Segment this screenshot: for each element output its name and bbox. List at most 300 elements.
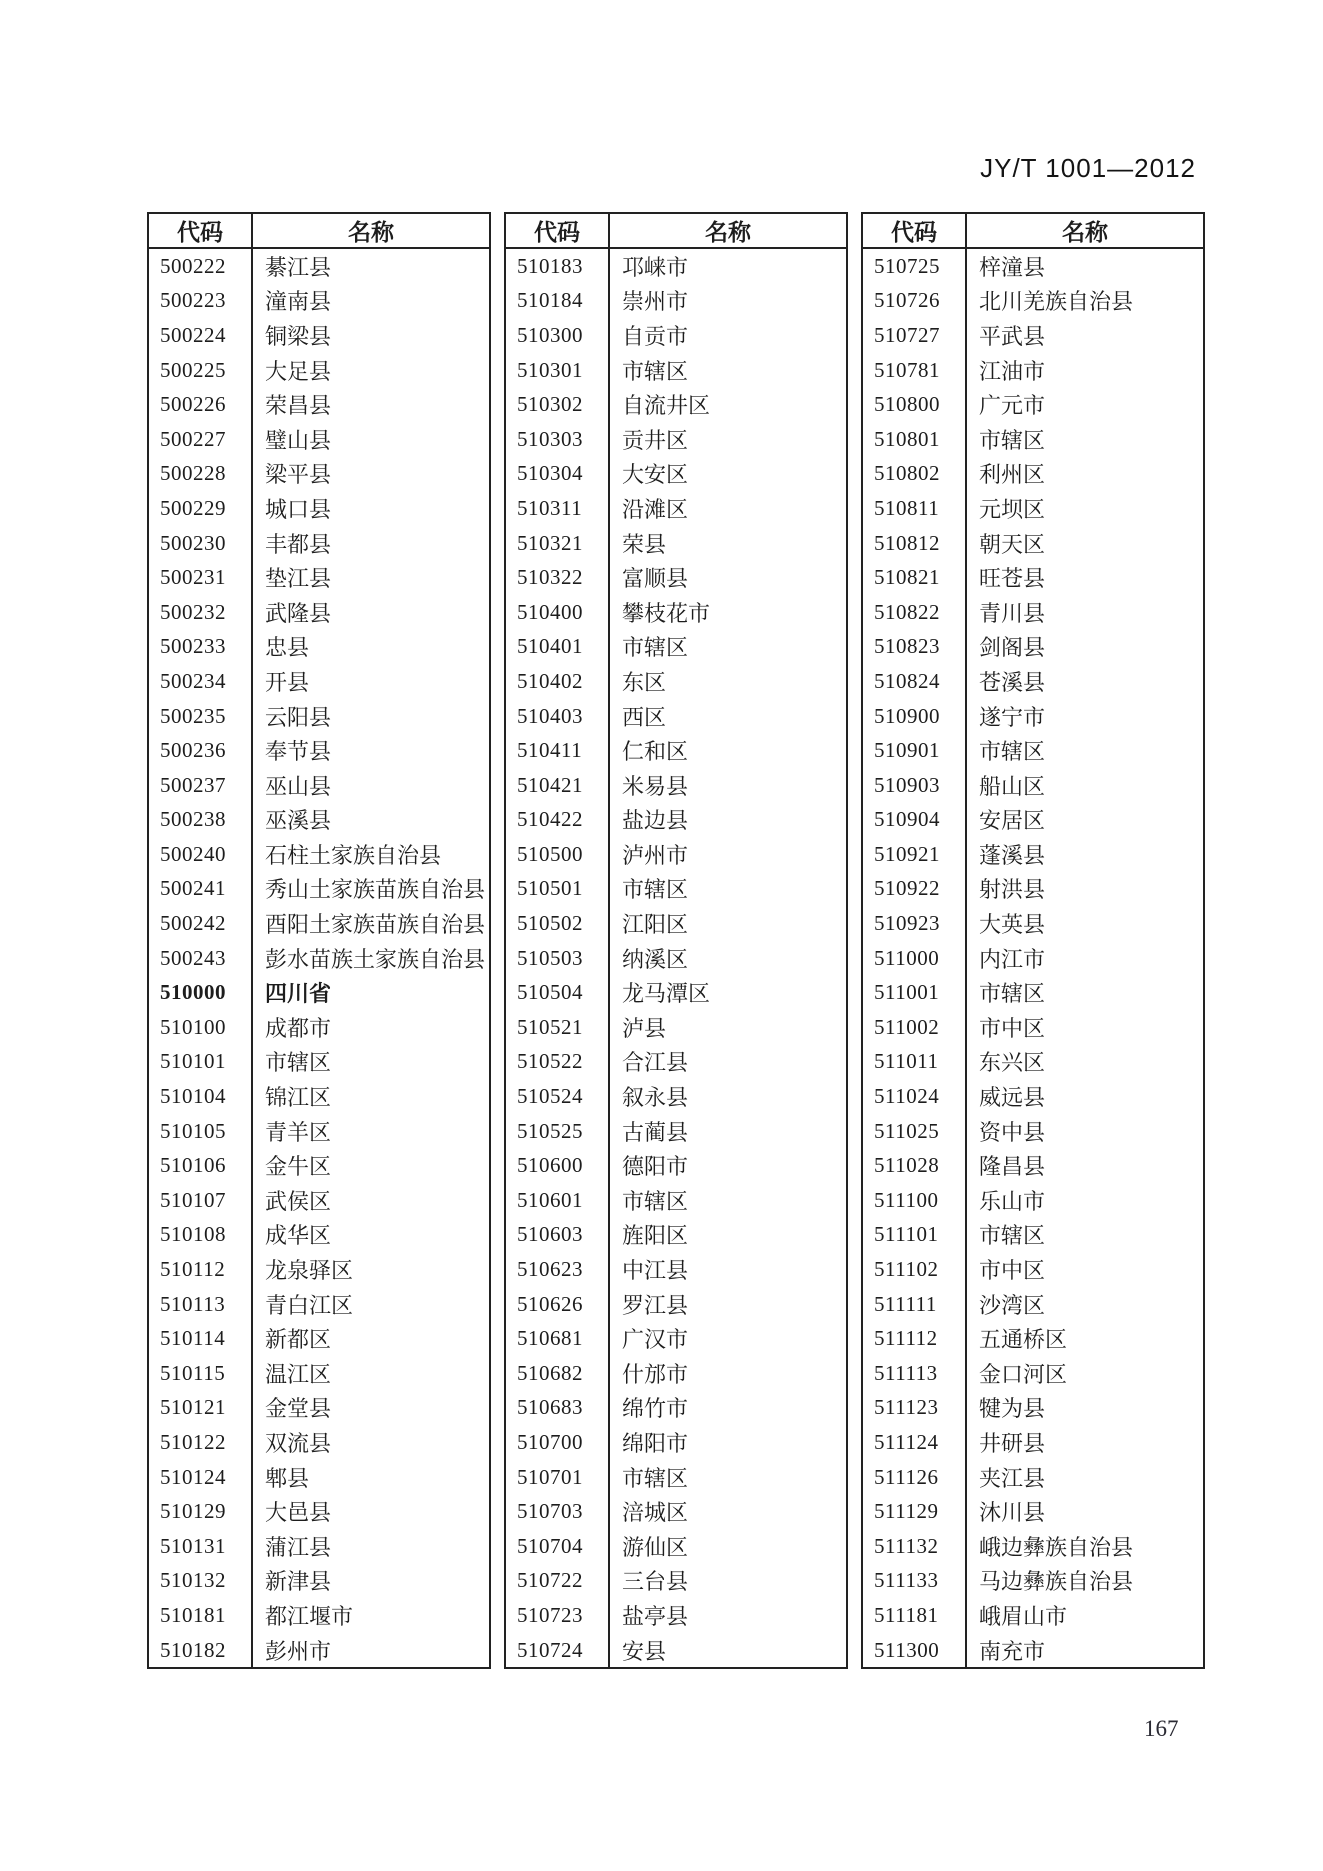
name-cell: 市辖区	[979, 739, 1046, 765]
name-cell: 仁和区	[622, 739, 689, 765]
code-cell: 510824	[862, 664, 966, 699]
column-header-name: 名称	[252, 213, 490, 248]
code-cell: 511025	[862, 1114, 966, 1149]
table-row	[148, 872, 490, 907]
name-cell: 涪城区	[622, 1500, 689, 1526]
table-row	[505, 1079, 847, 1114]
name-cell: 什邡市	[622, 1361, 689, 1387]
document-standard-number: JY/T 1001—2012	[980, 153, 1196, 183]
table-row	[505, 353, 847, 388]
table-row	[505, 491, 847, 526]
table-row	[148, 1148, 490, 1183]
name-cell: 龙泉驿区	[265, 1258, 354, 1284]
table-row	[148, 353, 490, 388]
table-row	[862, 1045, 1204, 1080]
name-cell: 成都市	[265, 1015, 332, 1041]
name-cell: 綦江县	[265, 254, 332, 280]
name-cell: 大邑县	[265, 1500, 332, 1526]
code-cell: 500243	[148, 941, 252, 976]
table-row	[148, 1010, 490, 1045]
code-cell: 510600	[505, 1148, 609, 1183]
name-cell: 射洪县	[979, 877, 1046, 903]
code-cell: 510683	[505, 1391, 609, 1426]
name-cell: 剑阁县	[979, 635, 1046, 661]
code-cell: 510105	[148, 1114, 252, 1149]
table-row	[148, 491, 490, 526]
code-cell: 500242	[148, 906, 252, 941]
table-row	[862, 664, 1204, 699]
table-row	[505, 1287, 847, 1322]
name-cell: 自流井区	[622, 393, 711, 419]
code-cell: 510504	[505, 975, 609, 1010]
table-row	[148, 768, 490, 803]
name-cell: 安县	[622, 1638, 667, 1664]
table-row	[862, 1564, 1204, 1599]
name-cell: 秀山土家族苗族自治县	[265, 877, 486, 903]
name-cell: 峨边彝族自治县	[979, 1534, 1134, 1560]
code-cell: 510727	[862, 318, 966, 353]
name-cell: 大安区	[622, 462, 689, 488]
code-cell: 510781	[862, 353, 966, 388]
table-row	[862, 733, 1204, 768]
table-row	[862, 422, 1204, 457]
code-cell: 511129	[862, 1494, 966, 1529]
name-cell: 泸县	[622, 1015, 667, 1041]
code-cell: 510501	[505, 872, 609, 907]
table-row	[862, 1529, 1204, 1564]
table-row	[505, 284, 847, 319]
table-row	[505, 630, 847, 665]
table-row	[862, 837, 1204, 872]
table-row	[148, 1287, 490, 1322]
code-cell: 500230	[148, 526, 252, 561]
code-cell: 510821	[862, 560, 966, 595]
table-row	[148, 1460, 490, 1495]
code-cell: 510304	[505, 457, 609, 492]
table-row	[148, 1564, 490, 1599]
code-cell: 510700	[505, 1425, 609, 1460]
code-cell: 510121	[148, 1391, 252, 1426]
code-cell: 510101	[148, 1045, 252, 1080]
table-row	[505, 422, 847, 457]
code-cell: 510626	[505, 1287, 609, 1322]
name-cell: 北川羌族自治县	[979, 289, 1134, 315]
code-cell: 511113	[862, 1356, 966, 1391]
table-row	[148, 803, 490, 838]
name-cell: 沿滩区	[622, 496, 689, 522]
name-cell: 新都区	[265, 1327, 332, 1353]
code-cell: 500238	[148, 803, 252, 838]
table-row	[862, 906, 1204, 941]
table-row	[862, 1287, 1204, 1322]
code-cell: 511024	[862, 1079, 966, 1114]
name-cell: 德阳市	[622, 1154, 689, 1180]
table-row	[148, 1356, 490, 1391]
name-cell: 璧山县	[265, 427, 332, 453]
name-cell: 游仙区	[622, 1534, 689, 1560]
name-cell: 郫县	[265, 1465, 310, 1491]
code-cell: 500223	[148, 284, 252, 319]
name-cell: 遂宁市	[979, 704, 1046, 730]
table-row	[862, 1598, 1204, 1633]
code-cell: 510129	[148, 1494, 252, 1529]
table-row	[862, 1425, 1204, 1460]
code-cell: 510812	[862, 526, 966, 561]
table-row	[862, 941, 1204, 976]
code-cell: 500233	[148, 630, 252, 665]
name-cell: 武隆县	[265, 600, 332, 626]
table-row	[862, 387, 1204, 422]
table-row	[505, 872, 847, 907]
name-cell: 内江市	[979, 946, 1046, 972]
name-cell: 双流县	[265, 1430, 332, 1456]
name-cell: 西区	[622, 704, 667, 730]
table-row	[148, 906, 490, 941]
table-row	[505, 1425, 847, 1460]
table-header-row	[862, 213, 1204, 248]
name-cell: 江油市	[979, 358, 1046, 384]
table-row	[862, 353, 1204, 388]
table-row	[862, 768, 1204, 803]
table-row	[505, 1391, 847, 1426]
table-row	[505, 664, 847, 699]
table-row	[148, 1529, 490, 1564]
code-cell: 510303	[505, 422, 609, 457]
code-cell: 510183	[505, 248, 609, 284]
code-cell: 510108	[148, 1218, 252, 1253]
table-row	[862, 491, 1204, 526]
table-header-row	[148, 213, 490, 248]
code-cell: 510724	[505, 1633, 609, 1669]
code-cell: 511001	[862, 975, 966, 1010]
name-cell: 犍为县	[979, 1396, 1046, 1422]
table-row	[148, 560, 490, 595]
column-header-code: 代码	[862, 213, 966, 248]
table-row	[505, 1045, 847, 1080]
name-cell: 城口县	[265, 496, 332, 522]
name-cell: 蒲江县	[265, 1534, 332, 1560]
code-table-2	[504, 212, 848, 1669]
table-row	[505, 1252, 847, 1287]
code-cell: 511124	[862, 1425, 966, 1460]
code-cell: 510923	[862, 906, 966, 941]
table-row	[862, 1391, 1204, 1426]
table-row	[505, 768, 847, 803]
table-row	[148, 1633, 490, 1669]
name-cell: 绵阳市	[622, 1430, 689, 1456]
code-cell: 510704	[505, 1529, 609, 1564]
table-row	[505, 1356, 847, 1391]
table-row	[505, 560, 847, 595]
table-row	[505, 1148, 847, 1183]
code-cell: 510115	[148, 1356, 252, 1391]
table-row	[148, 941, 490, 976]
name-cell: 崇州市	[622, 289, 689, 315]
code-cell: 510411	[505, 733, 609, 768]
name-cell: 市辖区	[979, 981, 1046, 1007]
code-cell: 510301	[505, 353, 609, 388]
code-cell: 500227	[148, 422, 252, 457]
code-cell: 510922	[862, 872, 966, 907]
table-row	[148, 387, 490, 422]
code-cell: 510811	[862, 491, 966, 526]
name-cell: 攀枝花市	[622, 600, 711, 626]
name-cell: 市辖区	[979, 1223, 1046, 1249]
code-cell: 511111	[862, 1287, 966, 1322]
name-cell: 新津县	[265, 1569, 332, 1595]
table-row	[862, 1321, 1204, 1356]
code-cell: 510726	[862, 284, 966, 319]
code-cell: 510521	[505, 1010, 609, 1045]
name-cell: 隆昌县	[979, 1154, 1046, 1180]
table-row	[505, 595, 847, 630]
code-cell: 510300	[505, 318, 609, 353]
code-cell: 510100	[148, 1010, 252, 1045]
name-cell: 梓潼县	[979, 254, 1046, 280]
table-row	[505, 837, 847, 872]
code-cell: 510682	[505, 1356, 609, 1391]
code-cell: 511011	[862, 1045, 966, 1080]
name-cell: 盐边县	[622, 808, 689, 834]
table-row	[505, 1321, 847, 1356]
table-row	[148, 422, 490, 457]
table-row	[148, 1218, 490, 1253]
code-cell: 510311	[505, 491, 609, 526]
table-row	[505, 457, 847, 492]
name-cell: 酉阳土家族苗族自治县	[265, 912, 486, 938]
name-cell: 温江区	[265, 1361, 332, 1387]
table-row	[862, 1114, 1204, 1149]
code-cell: 510603	[505, 1218, 609, 1253]
name-cell: 马边彝族自治县	[979, 1569, 1134, 1595]
code-cell: 510107	[148, 1183, 252, 1218]
table-row	[862, 284, 1204, 319]
name-cell: 泸州市	[622, 842, 689, 868]
name-cell: 邛崃市	[622, 254, 689, 280]
name-cell: 船山区	[979, 773, 1046, 799]
name-cell: 锦江区	[265, 1085, 332, 1111]
code-cell: 510500	[505, 837, 609, 872]
table-row	[505, 318, 847, 353]
table-row	[862, 1460, 1204, 1495]
code-cell: 510104	[148, 1079, 252, 1114]
code-cell: 500231	[148, 560, 252, 595]
code-cell: 511123	[862, 1391, 966, 1426]
code-cell: 510302	[505, 387, 609, 422]
code-cell: 500237	[148, 768, 252, 803]
name-cell: 金口河区	[979, 1361, 1068, 1387]
column-header-name: 名称	[609, 213, 847, 248]
name-cell: 市辖区	[622, 877, 689, 903]
name-cell: 金堂县	[265, 1396, 332, 1422]
code-cell: 511102	[862, 1252, 966, 1287]
table-row	[862, 595, 1204, 630]
table-row	[148, 526, 490, 561]
code-cell: 500222	[148, 248, 252, 284]
code-cell: 510113	[148, 1287, 252, 1322]
name-cell: 五通桥区	[979, 1327, 1068, 1353]
table-row	[862, 1183, 1204, 1218]
code-cell: 510181	[148, 1598, 252, 1633]
code-cell: 510703	[505, 1494, 609, 1529]
code-cell: 510403	[505, 699, 609, 734]
code-cell: 500229	[148, 491, 252, 526]
code-cell: 511000	[862, 941, 966, 976]
code-cell: 510402	[505, 664, 609, 699]
code-cell: 510321	[505, 526, 609, 561]
name-cell: 武侯区	[265, 1188, 332, 1214]
table-row	[148, 733, 490, 768]
code-cell: 500232	[148, 595, 252, 630]
code-cell: 511112	[862, 1321, 966, 1356]
code-cell: 510623	[505, 1252, 609, 1287]
name-cell: 蓬溪县	[979, 842, 1046, 868]
code-cell: 511100	[862, 1183, 966, 1218]
name-cell: 朝天区	[979, 531, 1046, 557]
code-cell: 510800	[862, 387, 966, 422]
code-cell: 510124	[148, 1460, 252, 1495]
table-row	[862, 1356, 1204, 1391]
name-cell: 铜梁县	[265, 323, 332, 349]
code-cell: 511132	[862, 1529, 966, 1564]
table-row	[148, 457, 490, 492]
name-cell: 东兴区	[979, 1050, 1046, 1076]
code-cell: 510401	[505, 630, 609, 665]
name-cell: 市辖区	[265, 1050, 332, 1076]
code-cell: 500241	[148, 872, 252, 907]
table-row	[862, 975, 1204, 1010]
code-cell: 510723	[505, 1598, 609, 1633]
table-row	[505, 733, 847, 768]
code-cell: 511101	[862, 1218, 966, 1253]
table-row	[505, 699, 847, 734]
name-cell: 开县	[265, 669, 310, 695]
table-row	[148, 1252, 490, 1287]
table-row	[505, 1183, 847, 1218]
table-row	[862, 699, 1204, 734]
table-row	[505, 1529, 847, 1564]
code-cell: 510802	[862, 457, 966, 492]
name-cell: 安居区	[979, 808, 1046, 834]
name-cell: 潼南县	[265, 289, 332, 315]
code-cell: 510132	[148, 1564, 252, 1599]
code-cell: 510903	[862, 768, 966, 803]
table-header-row	[505, 213, 847, 248]
code-cell: 510725	[862, 248, 966, 284]
name-cell: 米易县	[622, 773, 689, 799]
table-row	[505, 1598, 847, 1633]
name-cell: 巫山县	[265, 773, 332, 799]
table-row	[862, 1494, 1204, 1529]
table-row	[148, 1183, 490, 1218]
code-cell: 510421	[505, 768, 609, 803]
table-row	[148, 1425, 490, 1460]
code-cell: 510503	[505, 941, 609, 976]
code-cell: 500240	[148, 837, 252, 872]
code-cell: 500236	[148, 733, 252, 768]
name-cell: 合江县	[622, 1050, 689, 1076]
page-number: 167	[1144, 1716, 1179, 1741]
table-row	[862, 1218, 1204, 1253]
name-cell: 江阳区	[622, 912, 689, 938]
name-cell: 市辖区	[622, 1465, 689, 1491]
name-cell: 盐亭县	[622, 1603, 689, 1629]
name-cell: 沐川县	[979, 1500, 1046, 1526]
name-cell: 元坝区	[979, 496, 1046, 522]
code-cell: 511181	[862, 1598, 966, 1633]
code-cell: 510900	[862, 699, 966, 734]
name-cell: 沙湾区	[979, 1292, 1046, 1318]
name-cell: 都江堰市	[265, 1603, 354, 1629]
table-row	[862, 1079, 1204, 1114]
code-cell: 500235	[148, 699, 252, 734]
name-cell: 奉节县	[265, 739, 332, 765]
table-row	[148, 975, 490, 1010]
code-cell: 500234	[148, 664, 252, 699]
code-cell: 510681	[505, 1321, 609, 1356]
table-row	[505, 1564, 847, 1599]
code-cell: 510184	[505, 284, 609, 319]
code-cell: 510822	[862, 595, 966, 630]
code-cell: 510701	[505, 1460, 609, 1495]
name-cell: 自贡市	[622, 323, 689, 349]
name-cell: 四川省	[265, 981, 332, 1007]
name-cell: 市辖区	[622, 635, 689, 661]
code-cell: 511133	[862, 1564, 966, 1599]
table-row	[862, 803, 1204, 838]
code-cell: 500225	[148, 353, 252, 388]
code-cell: 510112	[148, 1252, 252, 1287]
table-row	[862, 1252, 1204, 1287]
column-header-name: 名称	[966, 213, 1204, 248]
name-cell: 彭水苗族土家族自治县	[265, 946, 486, 972]
table-row	[505, 1218, 847, 1253]
name-cell: 叙永县	[622, 1085, 689, 1111]
table-row	[862, 560, 1204, 595]
name-cell: 纳溪区	[622, 946, 689, 972]
name-cell: 市中区	[979, 1258, 1046, 1284]
name-cell: 云阳县	[265, 704, 332, 730]
name-cell: 井研县	[979, 1430, 1046, 1456]
table-row	[148, 284, 490, 319]
name-cell: 广元市	[979, 393, 1046, 419]
table-row	[862, 526, 1204, 561]
name-cell: 荣县	[622, 531, 667, 557]
name-cell: 大英县	[979, 912, 1046, 938]
name-cell: 大足县	[265, 358, 332, 384]
name-cell: 成华区	[265, 1223, 332, 1249]
table-row	[148, 1114, 490, 1149]
code-cell: 510422	[505, 803, 609, 838]
table-row	[148, 1045, 490, 1080]
code-cell: 510525	[505, 1114, 609, 1149]
code-cell: 510921	[862, 837, 966, 872]
code-cell: 511002	[862, 1010, 966, 1045]
table-row	[505, 1633, 847, 1669]
table-row	[862, 1633, 1204, 1669]
table-row	[505, 906, 847, 941]
code-cell: 510322	[505, 560, 609, 595]
name-cell: 旌阳区	[622, 1223, 689, 1249]
name-cell: 忠县	[265, 635, 310, 661]
table-row	[148, 318, 490, 353]
name-cell: 石柱土家族自治县	[265, 842, 442, 868]
name-cell: 夹江县	[979, 1465, 1046, 1491]
table-row	[148, 595, 490, 630]
name-cell: 东区	[622, 669, 667, 695]
name-cell: 梁平县	[265, 462, 332, 488]
table-row	[148, 1079, 490, 1114]
